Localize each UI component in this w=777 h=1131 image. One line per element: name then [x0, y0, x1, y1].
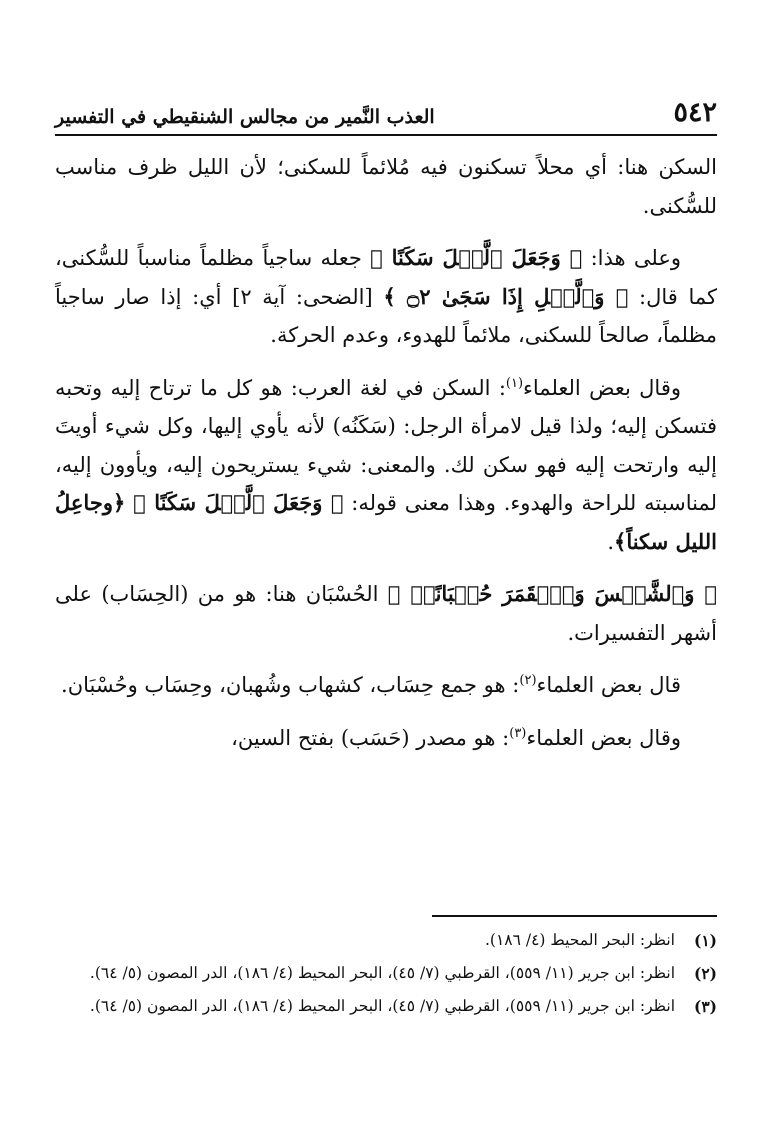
- paragraph-1: السكن هنا: أي محلاً تسكنون فيه مُلائماً للسكنى؛ لأن الليل ظرف مناسب للسُّكنى.: [55, 155, 717, 218]
- running-title: العذب النَّمير من مجالس الشنقيطي في التفسير: [55, 106, 435, 128]
- footnote-ref[interactable]: (٣): [509, 725, 527, 741]
- page-header: [55, 86, 717, 136]
- footnote-divider: [432, 915, 717, 917]
- quran-verse: ﴿ وَٱلَّيۡلِ إِذَا سَجَىٰ ۝٢ ﴾: [383, 283, 629, 309]
- footnote-3: [55, 991, 717, 1022]
- footnote-text: انظر: ابن جرير (١١/ ٥٥٩)، القرطبي (٧/ ٤٥)، البحر المحيط (٤/ ١٨٦)، الدر المصون (٥/ ٦٤).: [89, 964, 675, 982]
- footnote-text: انظر: ابن جرير (١١/ ٥٥٩)، القرطبي (٧/ ٤٥)، البحر المحيط (٤/ ١٨٦)، الدر المصون (٥/ ٦٤).: [89, 997, 675, 1015]
- footnote-2: [55, 958, 717, 989]
- footnote-number: (١): [693, 931, 717, 950]
- footnotes: [55, 925, 717, 1024]
- footnote-text: انظر: البحر المحيط (٤/ ١٨٦).: [484, 931, 675, 949]
- footnote-number: (٣): [693, 997, 717, 1016]
- body-text: [55, 148, 717, 771]
- page-number: ٥٤٢: [673, 97, 717, 128]
- paragraph-6: وقال بعض العلماء$^{(٣)}$: هو مصدر (حَسَب) بفتح السين،: [231, 725, 681, 750]
- quran-verse: ﴿ وَٱلشَّمۡسَ وَٱلۡقَمَرَ حُسۡبَانًاۚ ﴾: [387, 581, 717, 606]
- footnote-number: (٢): [693, 964, 717, 983]
- paragraph-2: وعلى هذا: ﴿ وَجَعَلَ ٱلَّيۡلَ سَكَنًا ﴾ جعله ساجياً مظلماً مناسباً للسُّكنى، كما قال: ﴿ وَٱلَّيۡلِ إِذَا سَجَىٰ ۝٢ ﴾ [الضحى: آية ٢] أي: إذا صار ساجياً مظلماً، صالحاً للسكنى، ملائماً للهدوء، وعدم الحركة.: [55, 245, 717, 347]
- footnote-ref[interactable]: (١): [505, 375, 524, 391]
- paragraph-5: قال بعض العلماء$^{(٢)}$: هو جمع حِسَاب، كشهاب وشُهبان، وحِسَاب وحُسْبَان.: [61, 673, 681, 697]
- paragraph-4: ﴿ وَٱلشَّمۡسَ وَٱلۡقَمَرَ حُسۡبَانًاۚ ﴾ الحُسْبَان هنا: هو من (الحِسَاب) على أشهر التفسيرات.: [55, 581, 717, 645]
- footnote-ref[interactable]: (٢): [519, 673, 537, 688]
- quran-verse: ﴿ وَجَعَلَ ٱلَّيۡلَ سَكَنًا ﴾: [370, 245, 583, 270]
- quran-reading: ﴿وجاعِلُ الليل سكناً﴾: [55, 490, 717, 554]
- paragraph-3: وقال بعض العلماء$^{(١)}$: السكن في لغة العرب: هو كل ما ترتاح إليه وتحبه فتسكن إليه؛ ولذا قيل لامرأة الرجل: (سَكَنُه) لأنه يأوي إليها، وكل شيء أويتَ إليه وارتحت إليه فهو سكن لك. والمعنى: شيء يستريحون إليه، ويأوون إليه، لمناسبته للراحة والهدوء. وهذا معنى قوله: ﴿ وَجَعَلَ ٱلَّيۡلَ سَكَنًا ﴾ ﴿وجاعِلُ الليل سكناً﴾.: [55, 375, 718, 554]
- footnote-1: [55, 925, 717, 956]
- quran-verse: ﴿ وَجَعَلَ ٱلَّيۡلَ سَكَنًا ﴾: [133, 490, 344, 515]
